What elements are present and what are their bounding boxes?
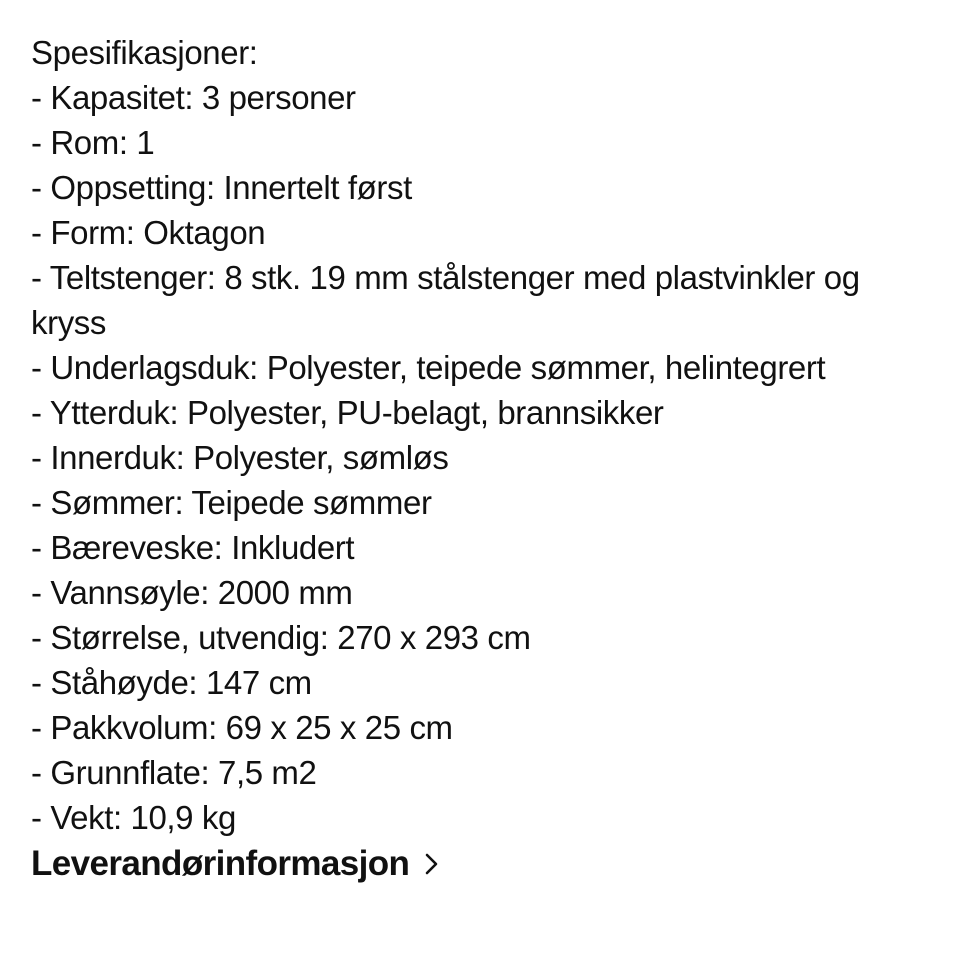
- spec-groundsheet: - Underlagsduk: Polyester, teipede sømmer, helintegrert: [31, 349, 826, 386]
- specifications-heading: Spesifikasjoner:: [31, 34, 258, 71]
- spec-setup: - Oppsetting: Innertelt først: [31, 169, 412, 206]
- spec-water-column: - Vannsøyle: 2000 mm: [31, 574, 353, 611]
- spec-shape: - Form: Oktagon: [31, 214, 266, 251]
- spec-floor-area: - Grunnflate: 7,5 m2: [31, 754, 317, 791]
- chevron-right-icon: [417, 849, 447, 879]
- spec-standing-height: - Ståhøyde: 147 cm: [31, 664, 312, 701]
- spec-poles: - Teltstenger: 8 stk. 19 mm stålstenger med plastvinkler og kryss: [31, 259, 860, 341]
- spec-weight: - Vekt: 10,9 kg: [31, 799, 236, 836]
- spec-outer-fabric: - Ytterduk: Polyester, PU-belagt, brannsikker: [31, 394, 664, 431]
- spec-external-size: - Størrelse, utvendig: 270 x 293 cm: [31, 619, 531, 656]
- spec-inner-fabric: - Innerduk: Polyester, sømløs: [31, 439, 449, 476]
- spec-carry-bag: - Bæreveske: Inkludert: [31, 529, 355, 566]
- spec-rooms: - Rom: 1: [31, 124, 155, 161]
- product-specification-section: [31, 30, 941, 887]
- supplier-information-label: Leverandørinformasjon: [31, 844, 410, 883]
- spec-capacity: - Kapasitet: 3 personer: [31, 79, 356, 116]
- spec-pack-volume: - Pakkvolum: 69 x 25 x 25 cm: [31, 709, 453, 746]
- specification-list: [31, 75, 941, 840]
- supplier-information-link[interactable]: [31, 841, 447, 887]
- spec-seams: - Sømmer: Teipede sømmer: [31, 484, 432, 521]
